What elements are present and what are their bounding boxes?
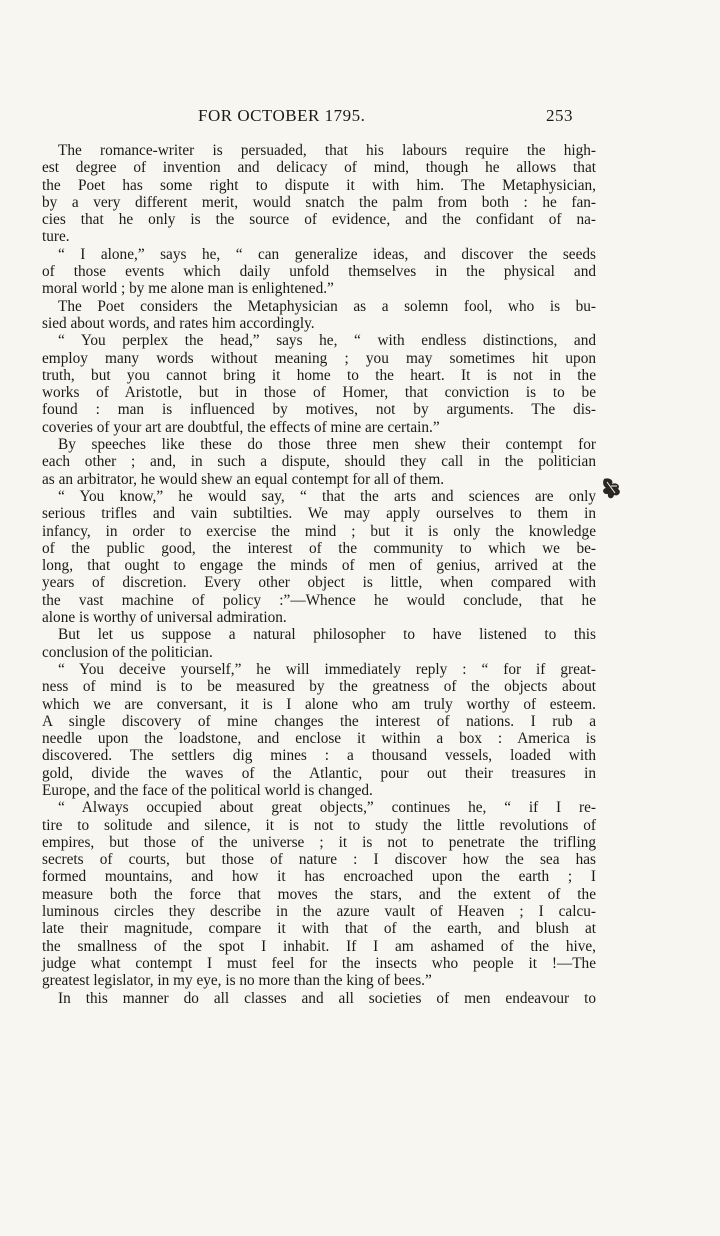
text-line: The Poet considers the Metaphysician as a solemn fool, who is bu- [58,297,596,315]
text-line: “ You know,” he would say, “ that the arts and sciences are only [58,487,596,505]
text-line: est degree of invention and delicacy of mind, though he allows that [42,159,596,177]
text-line: coveries of your art are doubtful, the effects of mine are certain.” [42,418,440,436]
text-line: each other ; and, in such a dispute, should they call in the politician [42,453,596,471]
text-line: judge what contempt I must feel for the insects who people it !—The [42,954,596,972]
text-line: By speeches like these do those three men shew their contempt for [58,436,596,454]
text-line: of those events which daily unfold themselves in the physical and [42,263,596,281]
page-number: 253 [546,106,573,125]
page-header [0,106,720,130]
text-line: the vast machine of policy :”—Whence he would conclude, that he [42,591,596,609]
text-line: of the public good, the interest of the community to which we be- [42,539,596,557]
text-line: “ Always occupied about great objects,” continues he, “ if I re- [58,799,596,817]
printers-ornament-icon [600,476,624,502]
text-line: truth, but you cannot bring it home to the heart. It is not in the [42,366,596,384]
text-line: works of Aristotle, but in those of Homer, that conviction is to be [42,384,596,402]
text-line: secrets of courts, but those of nature : I discover how the sea has [42,851,596,869]
text-line: measure both the force that moves the stars, and the extent of the [42,885,596,903]
text-line: long, that ought to engage the minds of men of genius, arrived at the [42,557,596,575]
text-line: “ You perplex the head,” says he, “ with endless distinctions, and [58,332,596,350]
text-line: needle upon the loadstone, and enclose it within a box : America is [42,730,596,748]
text-line: formed mountains, and how it has encroached upon the earth ; I [42,868,596,886]
text-line: ness of mind is to be measured by the greatness of the objects about [42,678,596,696]
text-line: gold, divide the waves of the Atlantic, pour out their treasures in [42,764,596,782]
text-line: alone is worthy of universal admiration. [42,609,287,627]
text-line: luminous circles they describe in the azure vault of Heaven ; I calcu- [42,903,596,921]
text-line: infancy, in order to exercise the mind ; but it is only the knowledge [42,522,596,540]
text-line: the smallness of the spot I inhabit. If I am ashamed of the hive, [42,937,596,955]
text-line: moral world ; by me alone man is enlightened.” [42,280,334,298]
body-text [42,142,596,1007]
text-line: greatest legislator, in my eye, is no more than the king of bees.” [42,972,432,990]
text-line: serious trifles and vain subtilties. We may apply ourselves to them in [42,505,596,523]
text-line: tire to solitude and silence, it is not to study the little revolutions of [42,816,596,834]
text-line: sied about words, and rates him accordingly. [42,314,315,332]
text-line: “ You deceive yourself,” he will immediately reply : “ for if great- [58,660,596,678]
text-line: discovered. The settlers dig mines : a thousand vessels, loaded with [42,747,596,765]
text-line: the Poet has some right to dispute it with him. The Metaphysician, [42,176,596,194]
text-line: ture. [42,228,70,246]
text-line: “ I alone,” says he, “ can generalize ideas, and discover the seeds [58,245,596,263]
text-line: But let us suppose a natural philosopher to have listened to this [58,626,596,644]
text-line: by a very different merit, would snatch the palm from both : he fan- [42,193,596,211]
text-line: employ many words without meaning ; you may sometimes hit upon [42,349,596,367]
text-line: empires, but those of the universe ; it is not to penetrate the trifling [42,833,596,851]
text-line: which we are conversant, it is I alone who am truly worthy of esteem. [42,695,596,713]
text-line: as an arbitrator, he would shew an equal contempt for all of them. [42,470,445,488]
text-line: cies that he only is the source of evidence, and the confidant of na- [42,211,596,229]
text-line: late their magnitude, compare it with that of the earth, and blush at [42,920,596,938]
text-line: years of discretion. Every other object is little, when compared with [42,574,596,592]
text-line: The romance-writer is persuaded, that his labours require the high- [58,142,596,159]
text-line: A single discovery of mine changes the interest of nations. I rub a [42,712,596,730]
running-title: FOR OCTOBER 1795. [198,106,366,125]
text-line: Europe, and the face of the political world is changed. [42,781,373,799]
text-line: In this manner do all classes and all societies of men endeavour to [58,989,596,1007]
text-line: conclusion of the politician. [42,643,213,661]
text-line: found : man is influenced by motives, not by arguments. The dis- [42,401,596,419]
